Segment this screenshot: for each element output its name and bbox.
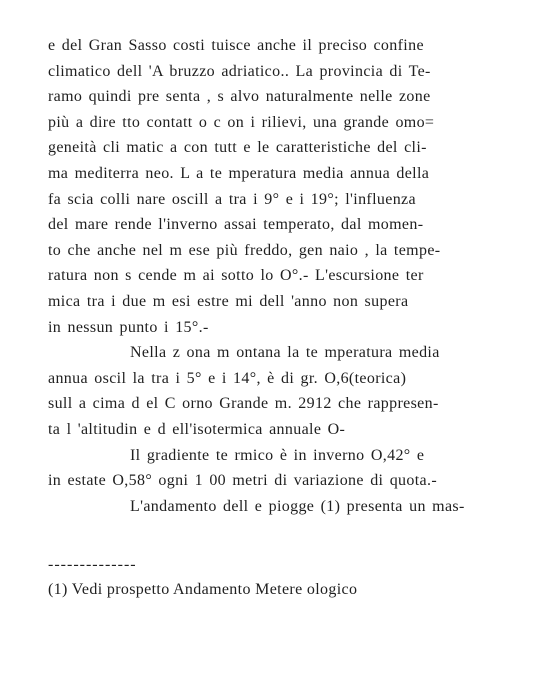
text-line: annua oscil la tra i 5° e i 14°, è di gr. O,6(teorica) — [48, 369, 407, 387]
text-line: Il gradiente te rmico è in inverno O,42° e — [130, 446, 425, 464]
text-line: ratura non s cende m ai sotto lo O°.- L'escursione ter — [48, 267, 424, 285]
text-line: fa scia colli nare oscill a tra i 9° e i 19°; l'influenza — [48, 190, 416, 208]
text-line: più a dire tto contatt o c on i rilievi, una grande omo= — [48, 113, 435, 131]
footnote-separator: -------------- — [48, 556, 137, 573]
text-line: in estate O,58° ogni 1 00 metri di variazione di quota.- — [48, 472, 438, 490]
text-line: mica tra i due m esi estre mi dell 'anno non supera — [48, 292, 409, 310]
text-line: in nessun punto i 15°.- — [48, 318, 209, 336]
text-line: ramo quindi pre senta , s alvo naturalmente nelle zone — [48, 88, 431, 106]
text-line: to che anche nel m ese più freddo, gen naio , la tempe- — [48, 241, 441, 259]
text-line: ma mediterra neo. L a te mperatura media annua della — [48, 164, 430, 182]
text-line: Nella z ona m ontana la te mperatura media — [130, 344, 440, 362]
text-line: ta l 'altitudin e d ell'isotermica annuale O- — [48, 420, 346, 438]
footnote: (1) Vedi prospetto Andamento Metere ologico — [48, 581, 358, 598]
body-text — [48, 33, 528, 519]
text-line: sull a cima d el C orno Grande m. 2912 che rappresen- — [48, 395, 439, 413]
text-line: geneità cli matic a con tutt e le caratteristiche del cli- — [48, 139, 427, 157]
text-line: L'andamento dell e piogge (1) presenta un mas- — [130, 497, 465, 515]
text-line: e del Gran Sasso costi tuisce anche il preciso confine — [48, 37, 424, 54]
text-line: climatico dell 'A bruzzo adriatico.. La provincia di Te- — [48, 62, 431, 80]
text-line: del mare rende l'inverno assai temperato, dal momen- — [48, 216, 424, 234]
